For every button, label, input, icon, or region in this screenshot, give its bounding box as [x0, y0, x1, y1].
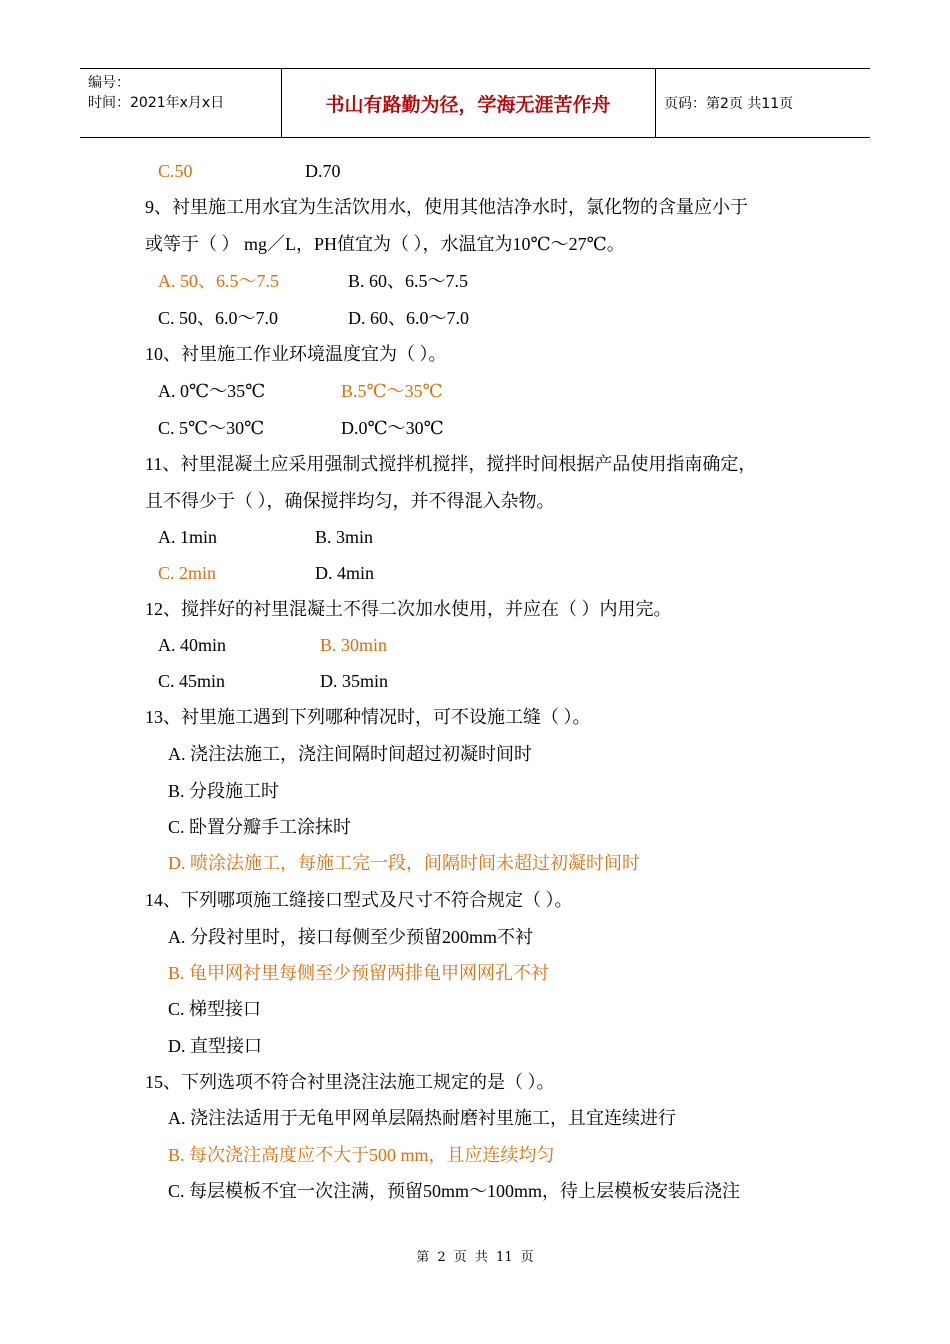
option: C. 梯型接口: [168, 999, 262, 1019]
option: C. 每层模板不宜一次注满，预留50mm～100mm，待上层模板安装后浇注: [168, 1181, 741, 1201]
page-label: 页码：第2页 共11页: [664, 96, 794, 112]
option-correct: B. 每次浇注高度应不大于500 mm，且应连续均匀: [168, 1145, 555, 1165]
option: D. 直型接口: [168, 1036, 262, 1056]
option: D.70: [305, 161, 341, 181]
time-label: 时间：2021年x月x日: [88, 95, 225, 111]
option: C. 50、6.0～7.0: [158, 308, 279, 328]
option: B. 3min: [315, 527, 374, 547]
page-footer: 第 2 页 共 11 页: [416, 1250, 534, 1265]
question-text: 14、下列哪项施工缝接口型式及尺寸不符合规定（ ）。: [145, 890, 573, 910]
header-table: [80, 68, 870, 138]
question-text: 13、衬里施工遇到下列哪种情况时，可不设施工缝（ ）。: [145, 707, 591, 727]
question-text: 或等于（ ） mg／L，PH值宜为（ ），水温宜为10℃～27℃。: [145, 234, 625, 254]
option: C. 5℃～30℃: [158, 418, 265, 438]
option: D. 4min: [315, 563, 375, 583]
question-text: 11、衬里混凝土应采用强制式搅拌机搅拌，搅拌时间根据产品使用指南确定，: [145, 454, 757, 474]
option: A. 浇注法施工，浇注间隔时间超过初凝时间时: [168, 744, 532, 764]
option-correct: B.5℃～35℃: [341, 381, 443, 401]
question-text: 15、下列选项不符合衬里浇注法施工规定的是（ ）。: [145, 1072, 555, 1092]
option: D.0℃～30℃: [341, 418, 444, 438]
option: A. 40min: [158, 635, 227, 655]
option-correct: B. 龟甲网衬里每侧至少预留两排龟甲网网孔不衬: [168, 963, 550, 983]
option: A. 0℃～35℃: [158, 381, 266, 401]
option: C. 45min: [158, 671, 226, 691]
option-correct: A. 50、6.5～7.5: [158, 271, 279, 291]
question-text: 12、搅拌好的衬里混凝土不得二次加水使用，并应在（ ）内用完。: [145, 599, 672, 619]
option-correct: C.50: [158, 161, 193, 181]
option-correct: B. 30min: [320, 635, 388, 655]
number-label: 编号：: [88, 75, 130, 91]
question-text: 且不得少于（ ），确保搅拌均匀，并不得混入杂物。: [145, 491, 555, 511]
option: A. 1min: [158, 527, 218, 547]
question-text: 10、衬里施工作业环境温度宜为（ ）。: [145, 344, 447, 364]
option-correct: C. 2min: [158, 563, 217, 583]
header-meta: [88, 73, 278, 113]
option: B. 分段施工时: [168, 781, 280, 801]
option: C. 卧置分瓣手工涂抹时: [168, 817, 352, 837]
header-divider: [655, 69, 656, 137]
header-motto: 书山有路勤为径，学海无涯苦作舟: [325, 93, 611, 116]
option: D. 35min: [320, 671, 389, 691]
option-correct: D. 喷涂法施工，每施工完一段，间隔时间未超过初凝时间时: [168, 853, 640, 873]
question-text: 9、衬里施工用水宜为生活饮用水，使用其他洁净水时，氯化物的含量应小于: [145, 197, 748, 217]
option: D. 60、6.0～7.0: [348, 308, 469, 328]
option: A. 浇注法适用于无龟甲网单层隔热耐磨衬里施工，且宜连续进行: [168, 1108, 676, 1128]
option: B. 60、6.5～7.5: [348, 271, 469, 291]
option: A. 分段衬里时，接口每侧至少预留200mm不衬: [168, 927, 533, 947]
